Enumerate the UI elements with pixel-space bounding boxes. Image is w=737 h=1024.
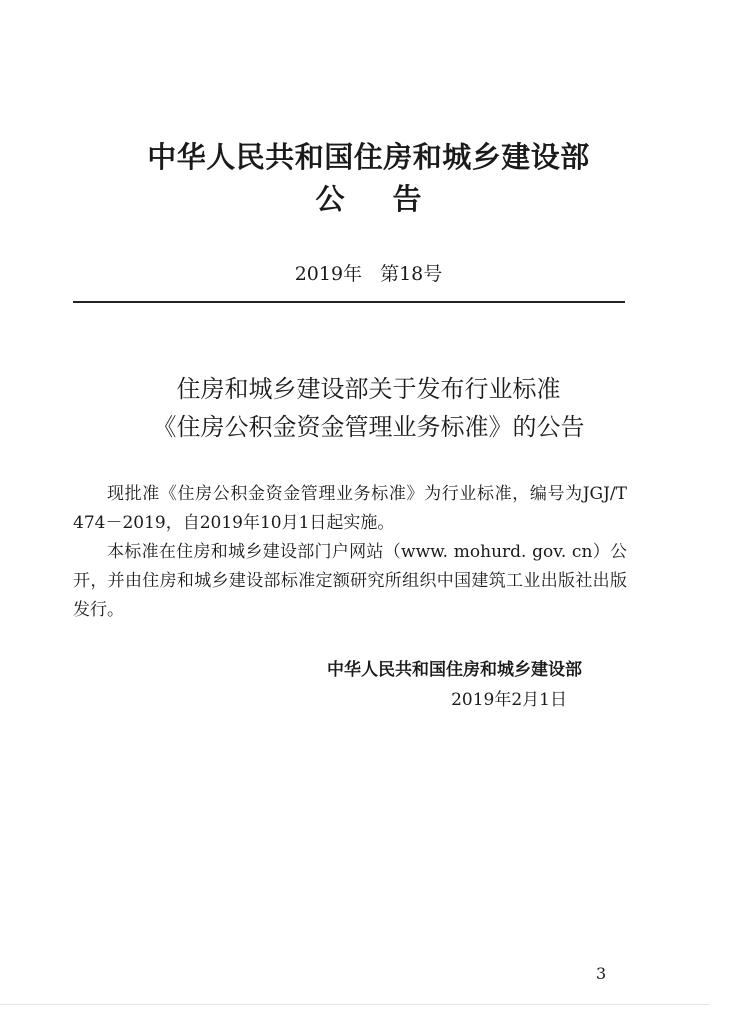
document-year: 2019年 <box>294 263 363 285</box>
doctype-char-right: 告 <box>392 182 422 216</box>
doctype-char-left: 公 <box>315 182 345 216</box>
issuer-heading: 中华人民共和国住房和城乡建设部 <box>147 140 590 174</box>
document-type-heading <box>0 180 737 218</box>
document-issue-number: 第18号 <box>380 263 443 285</box>
header-divider <box>73 301 625 303</box>
document-number <box>0 260 737 288</box>
body-paragraph-2: 本标准在住房和城乡建设部门户网站（www. mohurd. gov. cn）公开，并由住房和城乡建设部标准定额研究所组织中国建筑工业出版社出版发行。 <box>73 542 627 620</box>
announcement-title <box>0 370 737 446</box>
signature-date: 2019年2月1日 <box>451 690 567 710</box>
signature-organization: 中华人民共和国住房和城乡建设部 <box>327 660 582 680</box>
title-line-1: 住房和城乡建设部关于发布行业标准 <box>176 375 561 403</box>
page-number: 3 <box>596 964 607 983</box>
body-paragraph-1: 现批准《住房公积金资金管理业务标准》为行业标准，编号为JGJ/T 474－2019，自2019年10月1日起实施。 <box>73 484 627 533</box>
title-line-2: 《住房公积金资金管理业务标准》的公告 <box>152 413 585 441</box>
page-bottom-edge <box>0 1004 710 1005</box>
announcement-body <box>73 480 627 625</box>
